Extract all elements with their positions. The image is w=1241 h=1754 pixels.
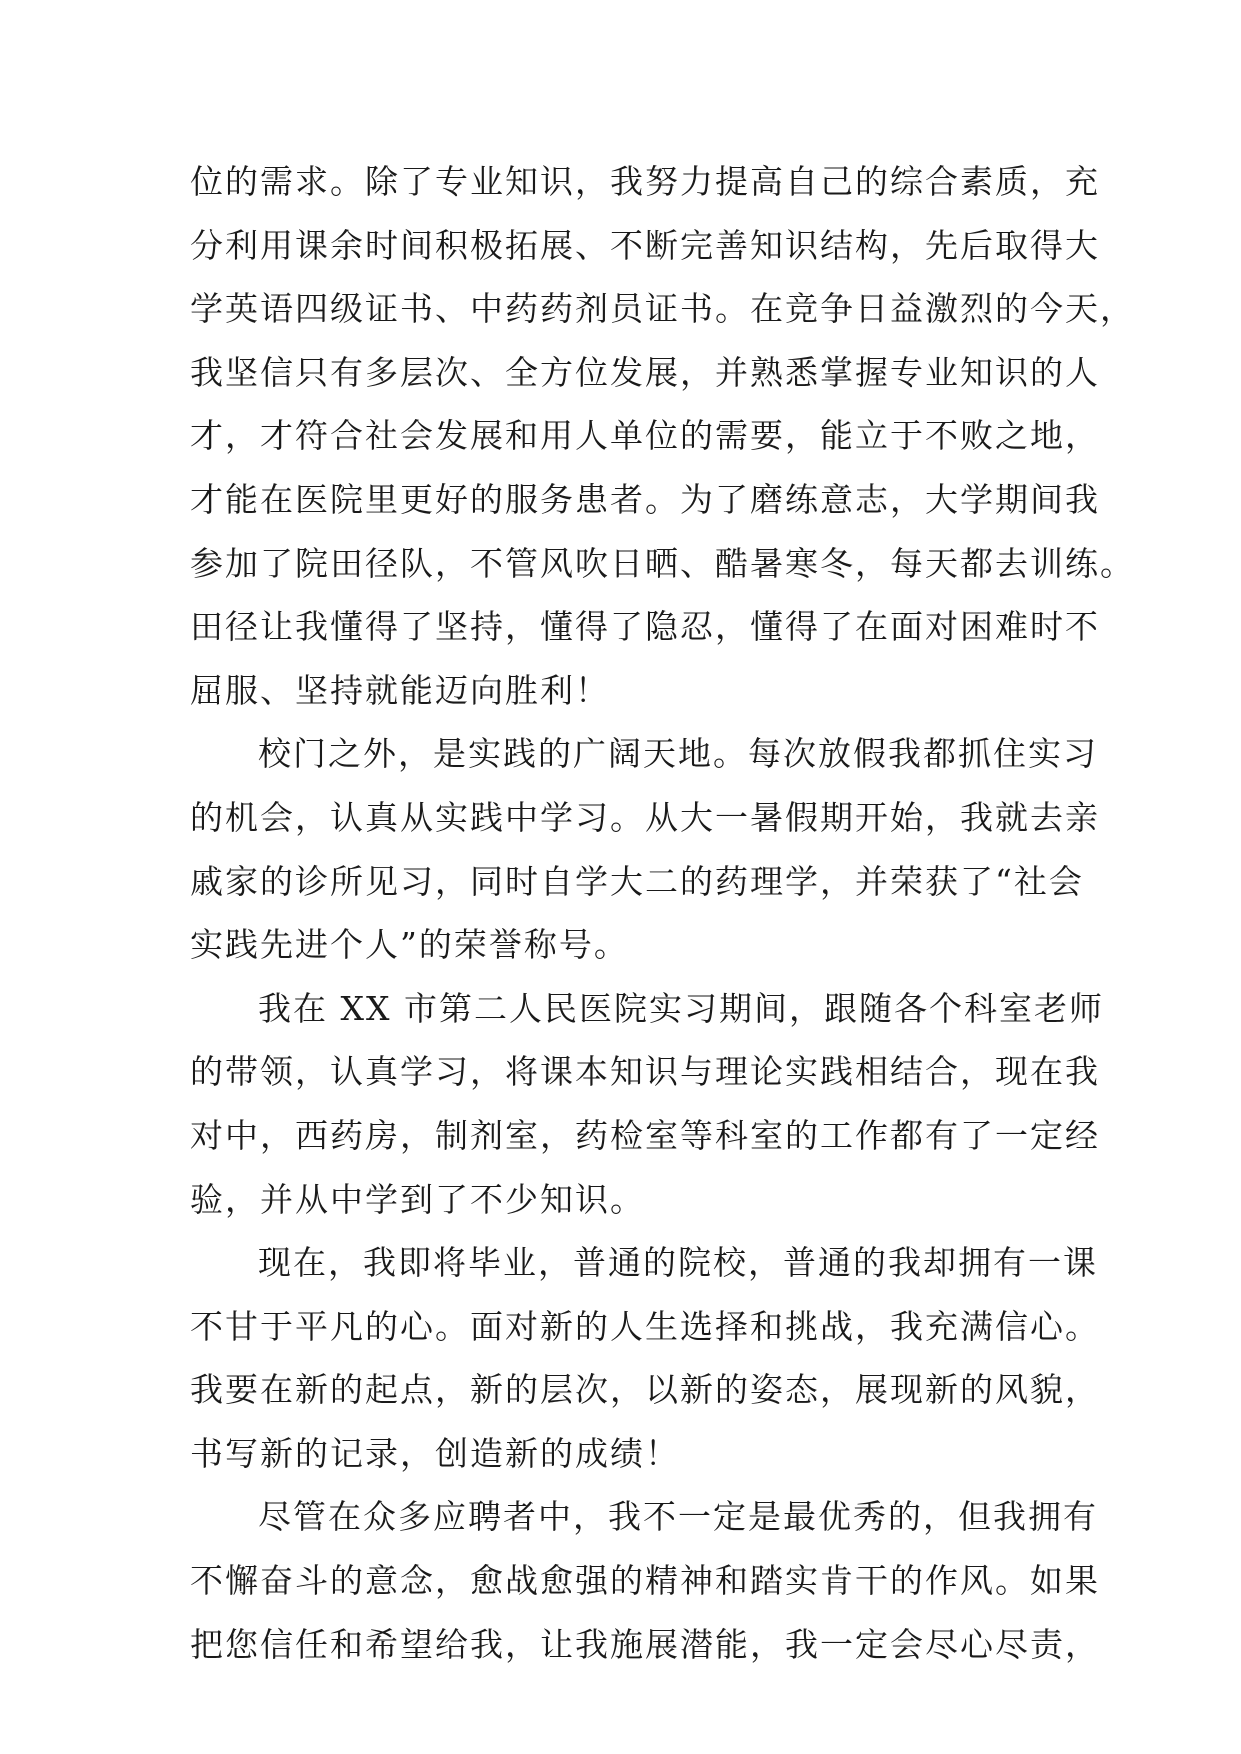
text-line: 书写新的记录，创造新的成绩！ xyxy=(190,1433,680,1473)
text-line: 的带领，认真学习，将课本知识与理论实践相结合，现在我 xyxy=(190,1052,1100,1092)
text-line: 分利用课余时间积极拓展、不断完善知识结构，先后取得大 xyxy=(190,225,1100,265)
text-line: 我坚信只有多层次、全方位发展，并熟悉掌握专业知识的人 xyxy=(190,352,1100,392)
document-body xyxy=(190,162,1135,1688)
text-line: 学英语四级证书、中药药剂员证书。在竞争日益激烈的今天， xyxy=(190,289,1135,329)
text-line: 验，并从中学到了不少知识。 xyxy=(190,1179,645,1219)
text-line: 尽管在众多应聘者中，我不一定是最优秀的，但我拥有 xyxy=(258,1497,1098,1537)
text-line: 才，才符合社会发展和用人单位的需要，能立于不败之地， xyxy=(190,416,1100,456)
text-line: 校门之外，是实践的广阔天地。每次放假我都抓住实习 xyxy=(258,734,1098,774)
text-line: 参加了院田径队，不管风吹日晒、酷暑寒冬，每天都去训练。 xyxy=(190,543,1135,583)
text-line: 戚家的诊所见习，同时自学大二的药理学，并荣获了“社会 xyxy=(190,861,1084,901)
text-line: 现在，我即将毕业，普通的院校，普通的我却拥有一课 xyxy=(258,1243,1098,1283)
text-line: 才能在医院里更好的服务患者。为了磨练意志，大学期间我 xyxy=(190,479,1100,519)
text-line: 把您信任和希望给我，让我施展潜能，我一定会尽心尽责， xyxy=(190,1624,1100,1664)
text-line: 屈服、坚持就能迈向胜利！ xyxy=(190,670,610,710)
text-line: 田径让我懂得了坚持，懂得了隐忍，懂得了在面对困难时不 xyxy=(190,607,1100,647)
text-line: 位的需求。除了专业知识，我努力提高自己的综合素质，充 xyxy=(190,162,1100,201)
text-line: 我要在新的起点，新的层次，以新的姿态，展现新的风貌， xyxy=(190,1370,1100,1410)
text-line: 的机会，认真从实践中学习。从大一暑假期开始，我就去亲 xyxy=(190,797,1100,837)
text-line: 实践先进个人”的荣誉称号。 xyxy=(190,925,629,965)
text-line: 不甘于平凡的心。面对新的人生选择和挑战，我充满信心。 xyxy=(190,1306,1100,1346)
text-line: 对中，西药房，制剂室，药检室等科室的工作都有了一定经 xyxy=(190,1115,1100,1155)
text-line: 我在 XX 市第二人民医院实习期间，跟随各个科室老师 xyxy=(258,988,1104,1028)
text-line: 不懈奋斗的意念，愈战愈强的精神和踏实肯干的作风。如果 xyxy=(190,1561,1100,1601)
